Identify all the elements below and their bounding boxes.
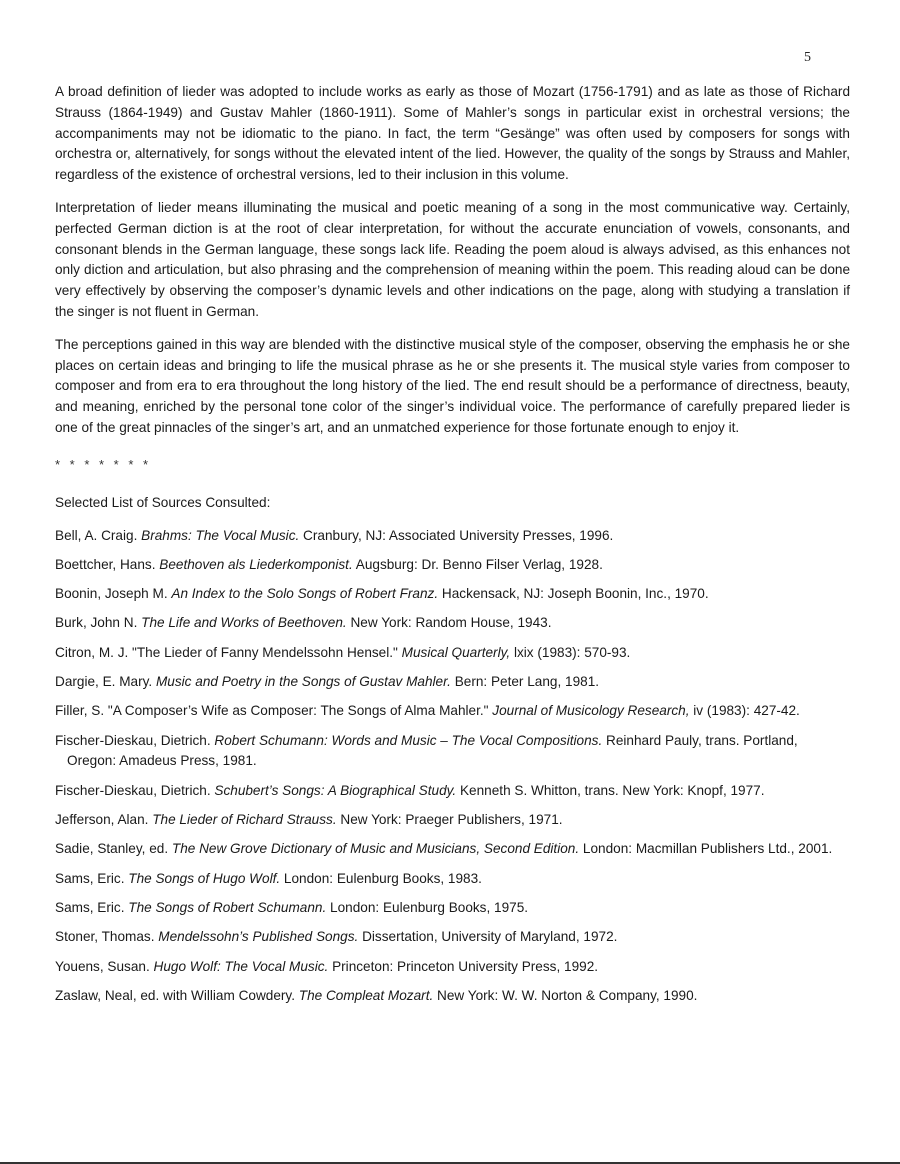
source-title: Music and Poetry in the Songs of Gustav Mahler.: [155, 674, 451, 690]
source-author: Filler, S. "A Composer’s Wife as Composer: The Songs of Alma Mahler.": [55, 703, 493, 719]
source-entry: [55, 584, 850, 605]
source-author: Sams, Eric.: [55, 899, 129, 915]
source-author: Fischer-Dieskau, Dietrich.: [55, 732, 215, 748]
source-author: Youens, Susan.: [55, 958, 154, 974]
paragraph: Interpretation of lieder means illuminating the musical and poetic meaning of a song in the most communicative way. Certainly, perfected German diction is at the root of clear interpretation, for without the accurate enunciation of vowels, consonants, and consonant blends in the German language, these songs lack life. Reading the poem aloud is always advised, as this enhances not only diction and articulation, but also phrasing and the comprehension of meaning within the poem. This reading aloud can be done very effectively by observing the composer’s dynamic levels and other indications on the page, along with studying a translation if the singer is not fluent in German.: [55, 199, 850, 319]
source-entry: [55, 927, 850, 948]
source-publication: Reinhard Pauly, trans. Portland, Oregon: Amadeus Press, 1981.: [67, 732, 798, 769]
source-author: Stoner, Thomas.: [55, 929, 159, 945]
source-publication: Bern: Peter Lang, 1981.: [450, 674, 600, 690]
source-publication: Princeton: Princeton University Press, 1992.: [328, 958, 599, 974]
source-publication: Kenneth S. Whitton, trans. New York: Knopf, 1977.: [456, 782, 765, 798]
source-title: Schubert’s Songs: A Biographical Study.: [214, 782, 457, 798]
source-title: The Life and Works of Beethoven.: [141, 615, 347, 631]
source-title: The Compleat Mozart.: [298, 987, 434, 1003]
source-entry: [55, 839, 850, 860]
source-author: Burk, John N.: [55, 615, 142, 631]
source-entry: [55, 701, 850, 722]
source-entry: [55, 810, 850, 831]
source-publication: London: Eulenburg Books, 1975.: [326, 899, 529, 915]
source-title: Beethoven als Liederkomponist.: [159, 556, 353, 572]
source-author: Sadie, Stanley, ed.: [55, 841, 172, 857]
source-entry: [55, 613, 850, 634]
source-entry: [55, 869, 850, 890]
source-entry: [55, 672, 850, 693]
source-author: Citron, M. J. "The Lieder of Fanny Mendelssohn Hensel.": [55, 644, 402, 660]
source-author: Sams, Eric.: [55, 870, 129, 886]
source-publication: New York: Random House, 1943.: [346, 615, 552, 631]
source-title: Mendelssohn’s Published Songs.: [158, 929, 359, 945]
source-title: The New Grove Dictionary of Music and Musicians, Second Edition.: [171, 841, 580, 857]
paragraph: A broad definition of lieder was adopted to include works as early as those of Mozart (1756-1791) and as late as those of Richard Strauss (1864-1949) and Gustav Mahler (1860-1911). Some of Mahler’s songs in particular exist in orchestral versions; the accompaniments may not be idiomatic to the piano. In fact, the term “Gesänge” was often used by composers for songs with orchestra or, alternatively, for songs without the elevated intent of the lied. However, the quality of the songs by Strauss and Mahler, regardless of the existence of orchestral versions, led to their inclusion in this volume.: [55, 84, 850, 183]
source-author: Boettcher, Hans.: [55, 556, 160, 572]
source-title: Robert Schumann: Words and Music – The Vocal Compositions.: [214, 732, 603, 748]
section-separator: * * * * * * *: [55, 456, 152, 472]
source-publication: New York: W. W. Norton & Company, 1990.: [433, 987, 698, 1003]
source-publication: London: Eulenburg Books, 1983.: [280, 870, 482, 886]
source-title: Musical Quarterly,: [401, 644, 511, 660]
source-author: Zaslaw, Neal, ed. with William Cowdery.: [55, 987, 299, 1003]
source-publication: lxix (1983): 570-93.: [510, 644, 631, 660]
sources-list: [55, 526, 850, 1007]
source-author: Jefferson, Alan.: [55, 812, 153, 828]
source-entry: [55, 731, 850, 773]
source-title: Journal of Musicology Research,: [492, 703, 690, 719]
page-number: 5: [804, 50, 811, 65]
source-publication: iv (1983): 427-42.: [689, 703, 800, 719]
source-entry: [55, 898, 850, 919]
sources-heading: Selected List of Sources Consulted:: [55, 494, 271, 510]
paragraph: The perceptions gained in this way are blended with the distinctive musical style of the composer, observing the emphasis he or she places on certain ideas and bringing to life the musical phrase as he or she presents it. The musical style varies from composer to composer and from era to era throughout the long history of the lied. The end result should be a performance of directness, beauty, and meaning, enriched by the personal tone color of the singer’s individual voice. The performance of carefully prepared lieder is one of the great pinnacles of the singer’s art, and an unmatched experience for those fortunate enough to enjoy it.: [55, 336, 850, 435]
source-entry: [55, 526, 850, 547]
source-entry: [55, 555, 850, 576]
source-publication: London: Macmillan Publishers Ltd., 2001.: [579, 841, 833, 857]
source-publication: New York: Praeger Publishers, 1971.: [336, 812, 563, 828]
source-entry: [55, 781, 850, 802]
source-title: Brahms: The Vocal Music.: [141, 527, 300, 543]
source-title: The Songs of Hugo Wolf.: [128, 870, 281, 886]
source-entry: [55, 986, 850, 1007]
source-publication: Dissertation, University of Maryland, 1972.: [358, 929, 618, 945]
source-publication: Augsburg: Dr. Benno Filser Verlag, 1928.: [352, 556, 603, 572]
source-author: Fischer-Dieskau, Dietrich.: [55, 782, 215, 798]
source-entry: [55, 957, 850, 978]
source-author: Dargie, E. Mary.: [55, 674, 156, 690]
source-publication: Cranbury, NJ: Associated University Presses, 1996.: [299, 527, 614, 543]
source-publication: Hackensack, NJ: Joseph Boonin, Inc., 1970.: [438, 586, 709, 602]
source-title: The Songs of Robert Schumann.: [128, 899, 327, 915]
source-title: Hugo Wolf: The Vocal Music.: [153, 958, 329, 974]
body-text: [55, 82, 850, 1015]
source-author: Bell, A. Craig.: [55, 527, 142, 543]
source-title: The Lieder of Richard Strauss.: [152, 812, 337, 828]
source-title: An Index to the Solo Songs of Robert Franz.: [171, 586, 439, 602]
source-author: Boonin, Joseph M.: [55, 586, 172, 602]
source-entry: [55, 643, 850, 664]
